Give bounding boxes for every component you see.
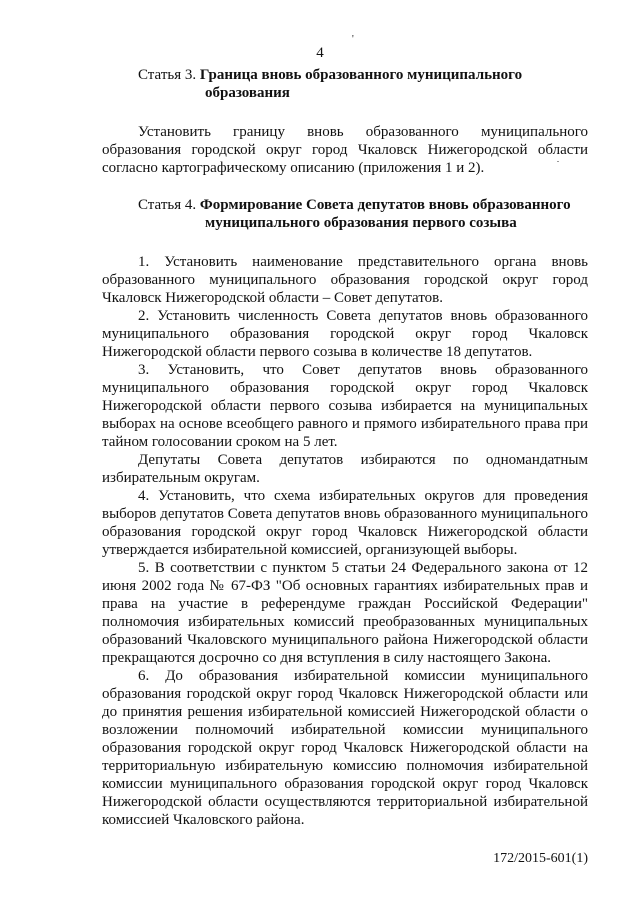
article-4-item-4: 4. Установить, что схема избирательных округов для проведения выборов депутатов Совета депутатов вновь образованного муниципального образования городской округ город Чкаловск Нижегородской области утверждается избирательной комиссией, организующей выборы.: [102, 488, 588, 558]
article-4-title-line1: Формирование Совета депутатов вновь образованного: [199, 197, 571, 213]
spacer: [102, 177, 588, 196]
spacer: [102, 102, 588, 123]
article-4-item-6: 6. До образования избирательной комиссии муниципального образования городской округ город Чкаловск Нижегородской области или до принятия решения избирательной комиссией Нижегородской области о возложении полномочий избирательной комиссии муниципального образования городской округ город Чкаловск Нижегородской области на территориальную избирательную комиссию полномочия избирательной комиссии муниципального образования городской округ город Чкаловск Нижегородской области осуществляются территориальной избирательной комиссией Чкаловского района.: [102, 668, 588, 828]
article-4-item-1: 1. Установить наименование представительного органа вновь образованного муниципального образования городской округ город Чкаловск Нижегородской области – Совет депутатов.: [102, 254, 588, 306]
article-3-label: Статья 3.: [138, 67, 197, 83]
article-4-label: Статья 4.: [138, 197, 197, 213]
article-4-item-5: 5. В соответствии с пунктом 5 статьи 24 Федерального закона от 12 июня 2002 года № 67-ФЗ "Об основных гарантиях избирательных прав и права на участие в референдуме граждан Российской Федерации" полномочия избирательных комиссий преобразованных муниципальных образований Чкаловского муниципального района Нижегородской области прекращаются досрочно со дня вступления в силу настоящего Закона.: [102, 560, 588, 666]
article-4-item-3-deputies: Депутаты Совета депутатов избираются по одномандатным избирательным округам.: [102, 452, 588, 486]
page-number: 4: [316, 45, 324, 61]
document-code: 172/2015-601(1): [493, 851, 588, 866]
article-4-item-3: 3. Установить, что Совет депутатов вновь образованного муниципального образования городской округ город Чкаловск Нижегородской области первого созыва избирается на муниципальных выборах на основе всеобщего равного и прямого избирательного права при тайном голосовании сроком на 5 лет.: [102, 362, 588, 450]
article-3-title-line2: образования: [205, 85, 290, 101]
article-3-heading: [102, 66, 588, 102]
stray-mark: ': [352, 34, 354, 45]
article-4-item-2: 2. Установить численность Совета депутатов вновь образованного муниципального образования городской округ город Чкаловск Нижегородской области первого созыва в количестве 18 депутатов.: [102, 308, 588, 360]
document-body: [102, 66, 588, 829]
article-4-title-line2: муниципального образования первого созыва: [205, 215, 517, 231]
spacer: [102, 232, 588, 253]
article-3-title-line1: Граница вновь образованного муниципального: [199, 67, 523, 83]
article-3-paragraph: Установить границу вновь образованного муниципального образования городской округ город Чкаловск Нижегородской области согласно картографическому описанию (приложения 1 и 2).: [102, 124, 588, 176]
article-4-heading: [102, 196, 588, 232]
